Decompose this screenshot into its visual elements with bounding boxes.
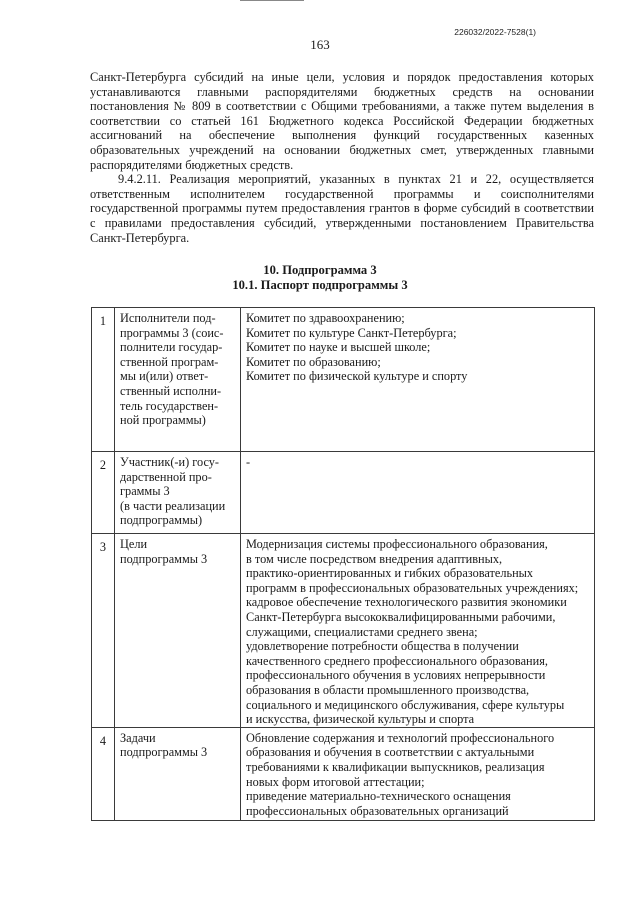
row-value [241,534,595,728]
passport-table [91,307,595,821]
value-line: Комитет по физической культуре и спорту [246,369,468,384]
value-line: приведение материально-технического оснащения [246,789,511,804]
label-line: подпрограммы) [120,513,203,528]
row-number: 3 [92,534,115,728]
value-line: Обновление содержания и технологий профессионального [246,730,555,745]
row-value [241,727,595,820]
value-line: Модернизация системы профессионального образования, [246,537,548,551]
value-line: - [246,455,251,469]
label-line: мы и(или) ответ- [120,369,209,384]
table-row [92,308,595,452]
row-number: 1 [92,308,115,452]
body-text [90,70,594,245]
value-line: Комитет по культуре Санкт-Петербурга; [246,325,457,340]
row-label [115,308,241,452]
section-subtitle: 10.1. Паспорт подпрограммы 3 [232,278,408,292]
label-line: Исполнители под- [120,311,216,325]
scan-top-mark [240,0,304,1]
value-line: практико-ориентированных и гибких образовательных [246,566,534,581]
label-line: (в части реализации [120,498,226,513]
label-line: дарственной про- [120,469,212,484]
value-line: требованиями к квалификации выпускников, реализация [246,759,545,774]
page-number: 163 [310,37,330,52]
row-number: 4 [92,727,115,820]
label-line: подпрограммы 3 [120,745,208,760]
table-row [92,452,595,534]
table-row [92,534,595,728]
value-line: образования и обучения в соответствии с актуальными [246,745,535,760]
row-label [115,534,241,728]
value-line: Комитет по здравоохранению; [246,311,405,325]
document-id: 226032/2022-7528(1) [454,27,536,37]
value-line: Санкт-Петербурга высококвалифицированными рабочими, [246,609,556,624]
value-line: образования в области промышленного производства, [246,682,530,697]
value-line: кадровое обеспечение технологического развития экономики [246,595,567,610]
value-line: социального и медицинского обслуживания, сфере культуры [246,697,565,712]
row-value [241,452,595,534]
value-line: новых форм итоговой аттестации; [246,774,425,789]
label-line: Задачи [120,730,156,745]
paragraph-1: Санкт-Петербурга субсидий на иные цели, условия и порядок предоставления которых устанавливаются главными распорядителями бюджетных средств на основании постановления № 809 в соответствии с Общими требованиями, а также путем выделения в соответствии со статьей 161 Бюджетного кодекса Российской Федерации бюджетных ассигнований на обеспечение выполнения функций государственных казенных образовательных учреждений на основании бюджетных смет, утвержденных главными распорядителями бюджетных средств. [90,70,594,172]
label-line: тель государствен- [120,398,219,413]
paragraph-2: 9.4.2.11. Реализация мероприятий, указанных в пунктах 21 и 22, осуществляется ответственным исполнителем государственной программы и соисполнителями государственной программы путем предоставления грантов в форме субсидий в соответствии с правилами предоставления субсидий, утвержденными постановлением Правительства Санкт-Петербурга. [90,172,594,245]
label-line: подпрограммы 3 [120,551,208,566]
label-line: ственный исполни- [120,383,222,398]
value-line: профессионального обучения в условиях непрерывности [246,668,546,683]
label-line: граммы 3 [120,484,170,499]
value-line: профессиональных образовательных организаций [246,803,509,818]
label-line: ной программы) [120,413,206,428]
value-line: качественного среднего профессионального образования, [246,653,548,668]
row-number: 2 [92,452,115,534]
label-line: Участник(-и) госу- [120,455,219,469]
row-value [241,308,595,452]
value-line: программ в профессиональных образовательных учреждениях; [246,580,579,595]
value-line: служащими, специалистами среднего звена; [246,624,478,639]
value-line: Комитет по науке и высшей школе; [246,340,431,355]
label-line: Цели [120,537,148,551]
value-line: удовлетворение потребности общества в получении [246,639,519,654]
section-title: 10. Подпрограмма 3 [263,263,377,277]
label-line: ственной програм- [120,354,219,369]
row-label [115,727,241,820]
value-line: Комитет по образованию; [246,354,381,369]
value-line: в том числе посредством внедрения адаптивных, [246,551,503,566]
label-line: полнители государ- [120,340,223,355]
value-line: и искусства, физической культуры и спорта [246,712,475,727]
row-label [115,452,241,534]
label-line: программы 3 (соис- [120,325,224,340]
table-row [92,727,595,820]
